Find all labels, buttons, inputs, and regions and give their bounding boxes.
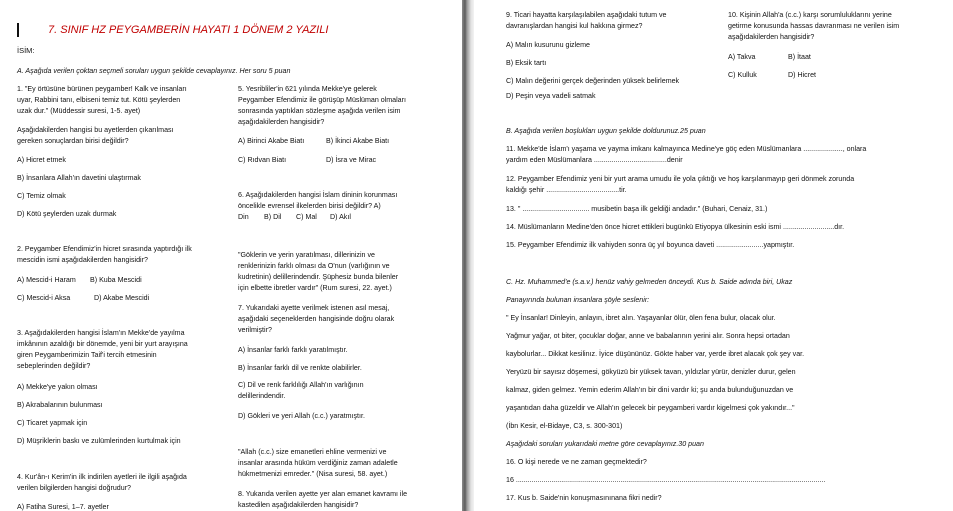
quote3-line-1: "Allah (c.c.) size emanetleri ehline vermenizi ve <box>238 448 387 456</box>
q10-option-a[interactable]: A) Takva <box>728 53 756 61</box>
q5-option-c[interactable]: C) Rıdvan Biatı <box>238 156 287 164</box>
q15-text: 15. Peygamber Efendimiz ilk vahiyden sonra üç yıl boyunca daveti ........................yapmıştır. <box>506 241 795 249</box>
q2-line-1: 2. Peygamber Efendimiz'in hicret sırasında yaptırdığı ilk <box>17 245 192 253</box>
left-page: 7. SINIF HZ PEYGAMBERİN HAYATI 1 DÖNEM 2 YAZILI İSİM: A. Aşağıda verilen çoktan seçmeli soruları uygun şekilde cevaplayınız. Her soru 5 puan 1. "Ey örtüsüne bürünen peygamber! Kalk ve insanları uyar, Rabbini tanı, elbiseni temiz tut. Kötü şeylerden uzak dur." (Müddessir suresi, 1-5. ayet) Aşağıdakilerden hangisi bu ayetlerden çıkarılması gereken sonuçlardan birisi değildir? A) Hicret etmek B) İnsanlara Allah'ın davetini ulaştırmak C) Temiz olmak D) Kötü şeylerden uzak durmak 2. Peygamber Efendimiz'in hicret sırasında yaptırdığı ilk mescidin ismi aşağıdakilerden hangisidir? A) Mescid-i Haram B) Kuba Mescidi C) Mescid-i Aksa D) Akabe Mescidi 3. Aşağıdakilerden hangisi İslam'ın Mekke'de yayılma imkânının azaldığı bir dönemde, yeni bir yurt arayışına giren Peygamberimizin Taif'i tercih etmesinin sebeplerinden değildir? A) Mekke'ye yakın olması B) Akrabalarının bulunması C) Ticaret yapmak için D) Müşriklerin baskı ve zulümlerinden kurtulmak için 4. Kur'ân-ı Kerim'in ilk indirilen ayetleri ile ilgili aşağıda verilen bilgilerden hangisi doğrudur? A) Fatiha Suresi, 1–7. ayetler 5. Yesribliler'in 621 yılında Mekke'ye gelerek Peygamber Efendimiz ile görüşüp Müslüman olmaları sonrasında yaptıkları sözleşme aşağıda verilen isim aşağıdakilerden hangisidir? A) Birinci Akabe Biatı B) İkinci Akabe Biatı C) Rıdvan Biatı D) İsra ve Mirac 6. Aşağıdakilerden hangisi İslam dininin korunması öncelikle evrensel ilkelerden birisi değildir? A) Din B) Dil C) Mal D) Akıl "Göklerin ve yerin yaratılması, dillerinizin ve renklerinizin farklı olması da O'nun (varlığının ve kudretinin) delillerindendir. Şüphesiz bunda bilenler için elbette ibretler vardır" (Rum suresi, 22. ayet.) 7. Yukarıdaki ayette verilmek istenen asıl mesaj, aşağıdaki seçeneklerden hangisinde doğru olarak verilmiştir? A) İnsanlar farklı farklı yaratılmıştır. B) İnsanlar farklı dil ve renkte olabilirler. C) Dil ve renk farklılığı Allah'ın varlığının delillerindendir. D) Gökleri ve yeri Allah (c.c.) yaratmıştır. "Allah (c.c.) size emanetleri ehline vermenizi ve insanlar arasında hüküm verdiğiniz zaman adaletle hükmetmenizi emreder." (Nisa suresi, 58. ayet.) 8. Yukarıda verilen ayette yer alan emanet kavramı ile kastedilen aşağıdakilerden hangisidir? <box>0 0 462 511</box>
speech-source: (İbn Kesir, el-Bidaye, C3, s. 300-301) <box>506 422 623 430</box>
speech-line-3: kaybolurlar... Dikkat kesilinız. İyice düşününüz. Gökte haber var, yerde ibret alacak çok şey var. <box>506 350 805 358</box>
q7-option-c-1[interactable]: C) Dil ve renk farklılığı Allah'ın varlığının <box>238 381 364 389</box>
q13-text: 13. " .................................. musibetin başa ilk geldiği andadır." (Buhari, Cenaiz, 31.) <box>506 205 768 213</box>
speech-line-2: Yağmur yağar, ot biter, çocuklar doğar, anne ve babalarının yerini alır. Sonra hepsi ortadan <box>506 332 790 340</box>
q1-option-d[interactable]: D) Kötü şeylerden uzak durmak <box>17 210 117 218</box>
speech-line-6: yaşantıdan daha güzeldir ve Allah'ın gelecek bir peygamberi vardır kigelmesi çok yakındır..." <box>506 404 795 412</box>
q10-option-d[interactable]: D) Hicret <box>788 71 816 79</box>
q5-option-d[interactable]: D) İsra ve Mirac <box>326 156 377 164</box>
q7-line-1: 7. Yukarıdaki ayette verilmek istenen asıl mesaj, <box>238 304 390 312</box>
q1-option-c[interactable]: C) Temiz olmak <box>17 192 66 200</box>
q7-option-c-2: delillerindendir. <box>238 392 286 400</box>
q8-line-2: kastedilen aşağıdakilerden hangisidir? <box>238 501 359 509</box>
q7-option-a[interactable]: A) İnsanlar farklı farklı yaratılmıştır. <box>238 346 348 354</box>
q10-option-c[interactable]: C) Kulluk <box>728 71 757 79</box>
q3-option-b[interactable]: B) Akrabalarının bulunması <box>17 401 103 409</box>
q4-option-a[interactable]: A) Fatiha Suresi, 1–7. ayetler <box>17 503 109 511</box>
speech-line-5: kalmaz, giden gelmez. Yemin ederim Allah'ın bir dini vardır ki; şu anda bulunduğunuzdan ve <box>506 386 794 394</box>
title-marker <box>17 23 19 37</box>
q6-option-b[interactable]: B) Dil <box>264 213 282 221</box>
q7-option-d[interactable]: D) Gökleri ve yeri Allah (c.c.) yaratmıştır. <box>238 412 365 420</box>
q2-option-c[interactable]: C) Mescid-i Aksa <box>17 294 71 302</box>
section-a-instructions: A. Aşağıda verilen çoktan seçmeli soruları uygun şekilde cevaplayınız. Her soru 5 puan <box>17 67 291 75</box>
q6-line-2: öncelikle evrensel ilkelerden birisi değildir? A) <box>238 202 381 210</box>
quote3-line-2: insanlar arasında hüküm verdiğiniz zaman adaletle <box>238 459 398 467</box>
q16-text: 16. O kişi nerede ve ne zaman geçmektedir? <box>506 458 647 466</box>
q2-line-2: mescidin ismi aşağıdakilerden hangisidir? <box>17 256 148 264</box>
q16-answer-line[interactable]: 16 ............................................................................................................................................................. <box>506 476 826 484</box>
q3-line-3: giren Peygamberimizin Taif'i tercih etmesinin <box>17 351 157 359</box>
q9-line-1: 9. Ticari hayatta karşılaşılabilen aşağıdaki tutum ve <box>506 11 667 19</box>
q6-option-c[interactable]: C) Mal <box>296 213 317 221</box>
q9-option-a[interactable]: A) Malın kusurunu gizleme <box>506 41 590 49</box>
quote2-line-3: kudretinin) delillerindendir. Şüphesiz bunda bilenler <box>238 273 399 281</box>
q5-line-2: Peygamber Efendimiz ile görüşüp Müslüman olmaları <box>238 96 406 104</box>
right-page <box>474 0 953 511</box>
q6-line-1: 6. Aşağıdakilerden hangisi İslam dininin korunması <box>238 191 398 199</box>
q5-option-b[interactable]: B) İkinci Akabe Biatı <box>326 137 390 145</box>
q7-option-b[interactable]: B) İnsanlar farklı dil ve renkte olabilirler. <box>238 364 362 372</box>
q1-ask-2: gereken sonuçlardan birisi değildir? <box>17 137 129 145</box>
q9-option-b[interactable]: B) Eksik tartı <box>506 59 547 67</box>
q3-line-1: 3. Aşağıdakilerden hangisi İslam'ın Mekke'de yayılma <box>17 329 185 337</box>
section-d-instructions: Aşağıdaki soruları yukarıdaki metne göre cevaplayınız.30 puan <box>506 440 704 448</box>
q5-line-4: aşağıdakilerden hangisidir? <box>238 118 325 126</box>
section-c-intro-1: C. Hz. Muhammed'e (s.a.v.) henüz vahiy gelmeden önceydi. Kus b. Saide adında biri, Ukaz <box>506 278 793 286</box>
q10-line-2: getirme konusunda hassas davranması ne verilen isim <box>728 22 900 30</box>
q11-line-1: 11. Mekke'de İslam'ı yaşama ve yayma imkanı kalmayınca Medine'ye göç eden Müslümanlara ...................., onlara <box>506 145 867 153</box>
q17-text: 17. Kus b. Saide'nin konuşmasınınana fikri nedir? <box>506 494 662 502</box>
section-b-instructions: B. Aşağıda verilen boşlukları uygun şekilde doldurunuz.25 puan <box>506 127 706 135</box>
q3-option-a[interactable]: A) Mekke'ye yakın olması <box>17 383 98 391</box>
q3-line-4: sebeplerinden değildir? <box>17 362 91 370</box>
speech-line-4: Yeryüzü bir sayısız döşemesi, gökyüzü bir yüksek tavan, yıldızlar yürür, denizler durur, gelen <box>506 368 796 376</box>
q7-line-3: verilmiştir? <box>238 326 272 334</box>
quote2-line-4: için elbette ibretler vardır" (Rum suresi, 22. ayet.) <box>238 284 392 292</box>
q1-ask-1: Aşağıdakilerden hangisi bu ayetlerden çıkarılması <box>17 126 174 134</box>
speech-line-1: " Ey İnsanlar! Dinleyin, anlayın, ibret alın. Yaşayanlar ölür, ölen fena bulur, olacak olur. <box>506 314 776 322</box>
q9-option-c[interactable]: C) Malın değerini gerçek değerinden yüksek belirlemek <box>506 77 680 85</box>
q1-line-1: 1. "Ey örtüsüne bürünen peygamber! Kalk ve insanları <box>17 85 187 93</box>
q11-line-2: yardım eden Müslümanlara .....................................denir <box>506 156 683 164</box>
q1-line-3: uzak dur." (Müddessir suresi, 1-5. ayet) <box>17 107 141 115</box>
q2-option-b[interactable]: B) Kuba Mescidi <box>90 276 142 284</box>
q5-line-1: 5. Yesribliler'in 621 yılında Mekke'ye gelerek <box>238 85 377 93</box>
q5-line-3: sonrasında yaptıkları sözleşme aşağıda verilen isim <box>238 107 401 115</box>
section-c-intro-2: Panayırında bulunan insanlara şöyle seslenir: <box>506 296 650 304</box>
q9-line-2: davranışlardan hangisi kul hakkına girmez? <box>506 22 643 30</box>
quote2-line-2: renklerinizin farklı olması da O'nun (varlığının ve <box>238 262 390 270</box>
q6-line-3: Din <box>238 213 249 221</box>
q8-line-1: 8. Yukarıda verilen ayette yer alan emanet kavramı ile <box>238 490 408 498</box>
q5-option-a[interactable]: A) Birinci Akabe Biatı <box>238 137 305 145</box>
q4-line-1: 4. Kur'ân-ı Kerim'in ilk indirilen ayetleri ile ilgili aşağıda <box>17 473 187 481</box>
page-divider <box>462 0 474 511</box>
q4-line-2: verilen bilgilerden hangisi doğrudur? <box>17 484 131 492</box>
q1-option-b[interactable]: B) İnsanlara Allah'ın davetini ulaştırmak <box>17 174 141 182</box>
q10-option-b[interactable]: B) İtaat <box>788 53 811 61</box>
q6-option-d[interactable]: D) Akıl <box>330 213 351 221</box>
q10-line-3: aşağıdakilerden hangisidir? <box>728 33 815 41</box>
q3-line-2: imkânının azaldığı bir dönemde, yeni bir yurt arayışına <box>17 340 188 348</box>
name-label: İSİM: <box>17 46 35 55</box>
q3-option-d[interactable]: D) Müşriklerin baskı ve zulümlerinden kurtulmak için <box>17 437 181 445</box>
q12-line-2: kaldığı şehir .....................................tir. <box>506 186 627 194</box>
q14-text: 14. Müslümanların Medine'den önce hicret ettikleri bugünkü Etiyopya ülkesinin eski ismi ..........................dır. <box>506 223 845 231</box>
q7-line-2: aşağıdaki seçeneklerden hangisinde doğru olarak <box>238 315 395 323</box>
q9-option-d[interactable]: D) Peşin veya vadeli satmak <box>506 92 596 100</box>
q1-option-a[interactable]: A) Hicret etmek <box>17 156 66 164</box>
q10-line-1: 10. Kişinin Allah'a (c.c.) karşı sorumluluklarını yerine <box>728 11 892 19</box>
quote2-line-1: "Göklerin ve yerin yaratılması, dillerinizin ve <box>238 251 375 259</box>
q12-line-1: 12. Peygamber Efendimiz yeni bir yurt arama umudu ile yola çıktığı ve hoş karşılanmayıp geri dönmek zorunda <box>506 175 855 183</box>
q2-option-a[interactable]: A) Mescid-i Haram <box>17 276 76 284</box>
q3-option-c[interactable]: C) Ticaret yapmak için <box>17 419 88 427</box>
q1-line-2: uyar, Rabbini tanı, elbiseni temiz tut. Kötü şeylerden <box>17 96 181 104</box>
quote3-line-3: hükmetmenizi emreder." (Nisa suresi, 58. ayet.) <box>238 470 388 478</box>
q2-option-d[interactable]: D) Akabe Mescidi <box>94 294 150 302</box>
